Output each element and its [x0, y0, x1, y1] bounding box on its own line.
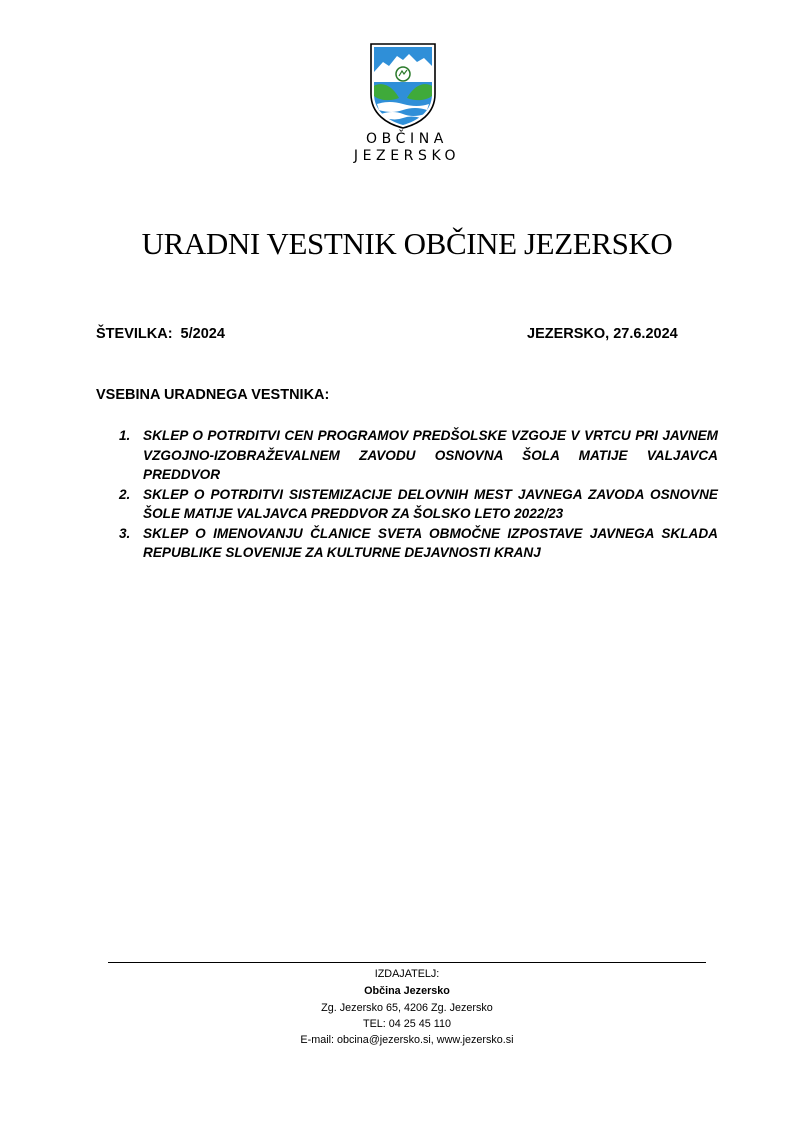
- municipality-name-line1: OBČINA: [366, 131, 448, 147]
- issue-number-value: 5/2024: [180, 326, 225, 342]
- list-item: [96, 524, 718, 563]
- municipality-name-line2: JEZERSKO: [353, 148, 461, 164]
- list-item: [96, 426, 718, 485]
- publisher-label: IZDAJATELJ:: [374, 968, 440, 980]
- publisher-contact: E-mail: obcina@jezersko.si, www.jezersko.si: [300, 1034, 514, 1046]
- gazette-title: URADNI VESTNIK OBČINE JEZERSKO: [141, 226, 673, 261]
- publisher-name: Občina Jezersko: [364, 985, 450, 997]
- list-item-text: SKLEP O POTRDITVI SISTEMIZACIJE DELOVNIH MEST JAVNEGA ZAVODA OSNOVNE ŠOLE MATIJE VALJAVCA PREDDVOR ZA ŠOLSKO LETO 2022/23: [143, 486, 718, 521]
- list-item: [96, 485, 718, 524]
- publisher-phone: TEL: 04 25 45 110: [362, 1018, 452, 1030]
- issue-number: [96, 326, 225, 342]
- list-item-text: SKLEP O POTRDITVI CEN PROGRAMOV PREDŠOLSKE VZGOJE V VRTCU PRI JAVNEM VZGOJNO-IZOBRAŽEVALNEM ZAVODU OSNOVNA ŠOLA MATIJE VALJAVCA PREDDVOR: [143, 428, 718, 482]
- place-and-date: JEZERSKO, 27.6.2024: [527, 326, 678, 342]
- footer-divider: [108, 962, 706, 963]
- list-item-number: 2.: [119, 486, 131, 502]
- list-item-number: 3.: [119, 525, 131, 541]
- municipality-coat-of-arms: [369, 42, 437, 130]
- contents-heading: VSEBINA URADNEGA VESTNIKA:: [96, 387, 330, 403]
- issue-number-label: ŠTEVILKA:: [96, 326, 173, 342]
- list-item-number: 1.: [119, 428, 131, 443]
- list-item-text: SKLEP O IMENOVANJU ČLANICE SVETA OBMOČNE IZPOSTAVE JAVNEGA SKLADA REPUBLIKE SLOVENIJE ZA KULTURNE DEJAVNOSTI KRANJ: [143, 525, 718, 560]
- publisher-address: Zg. Jezersko 65, 4206 Zg. Jezersko: [321, 1002, 493, 1014]
- contents-list: [96, 426, 718, 563]
